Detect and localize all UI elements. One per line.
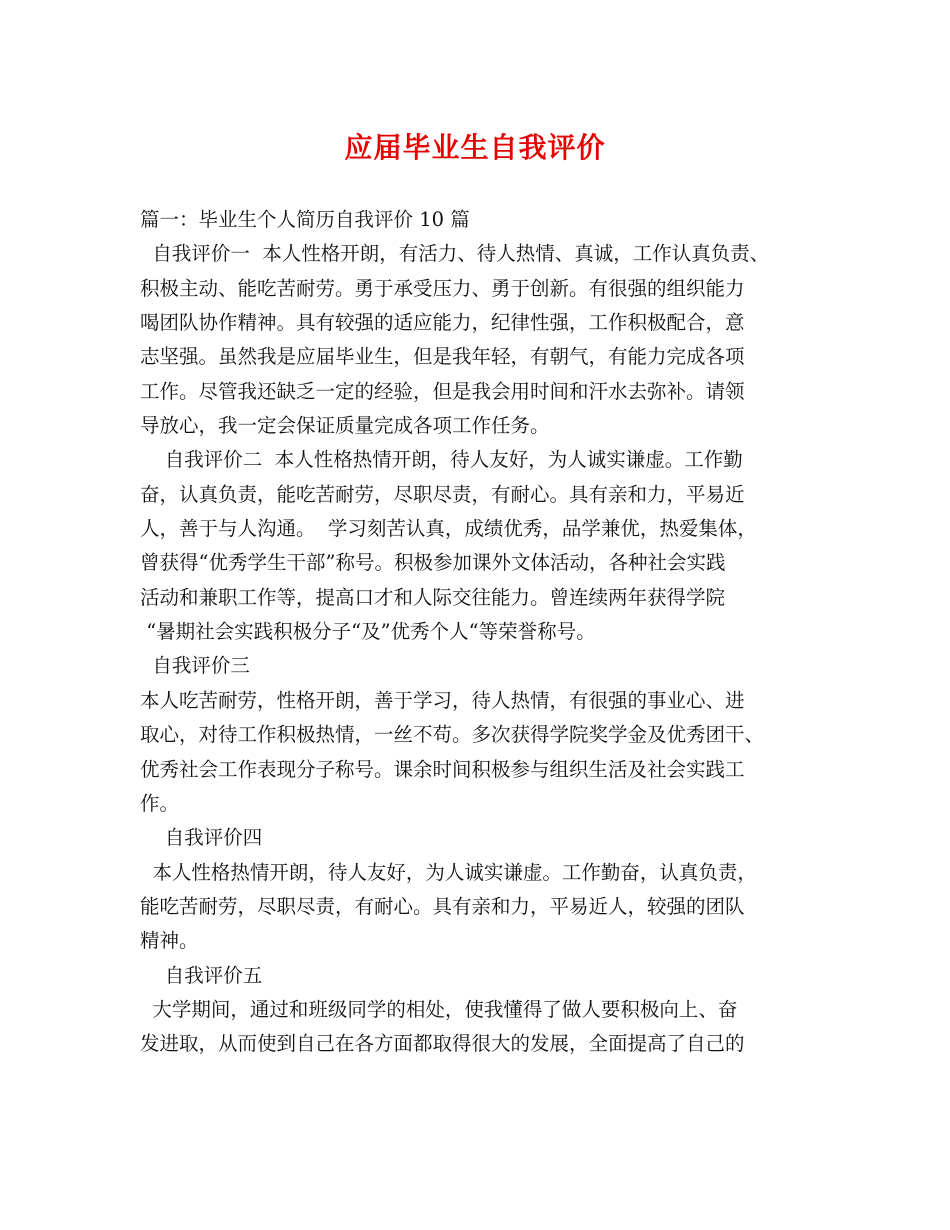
section-heading: 自我评价四 [140,826,263,850]
paragraph-line: 精神。 [140,929,199,953]
paragraph-line: 曾获得“优秀学生干部”称号。积极参加课外文体活动，各种社会实践 [140,551,726,575]
paragraph-line: 本人吃苦耐劳，性格开朗，善于学习，待人热情，有很强的事业心、进 [140,688,745,712]
paragraph-line: 发进取，从而使到自己在各方面都取得很大的发展，全面提高了自己的 [140,1032,745,1056]
paragraph-line: 活动和兼职工作等，提高口才和人际交往能力。曾连续两年获得学院 [140,585,726,609]
paragraph-line: 喝团队协作精神。具有较强的适应能力，纪律性强，工作积极配合，意 [140,311,745,335]
section-heading: 自我评价五 [140,963,263,987]
paragraph-line: 导放心，我一定会保证质量完成各项工作任务。 [140,414,550,438]
document-title: 应届毕业生自我评价 [344,131,606,164]
document-body [140,203,830,1062]
paragraph-line: 大学期间，通过和班级同学的相处，使我懂得了做人要积极向上、奋 [140,997,738,1021]
paragraph-line: 自我评价一 本人性格开朗，有活力、待人热情、真诚，工作认真负责、 [140,242,770,266]
paragraph-line: 作。 [140,791,180,815]
paragraph-line: 志坚强。虽然我是应届毕业生，但是我年轻，有朝气，有能力完成各项 [140,345,745,369]
paragraph-line: 工作。尽管我还缺乏一定的经验，但是我会用时间和汗水去弥补。请领 [140,379,745,403]
paragraph-line: 积极主动、能吃苦耐劳。勇于承受压力、勇于创新。有很强的组织能力 [140,276,745,300]
heading-part-one: 篇一：毕业生个人简历自我评价 10 篇 [140,208,470,231]
paragraph-line: 能吃苦耐劳，尽职尽责，有耐心。具有亲和力，平易近人，较强的团队 [140,894,745,918]
paragraph-line: “暑期社会实践积极分子“及”优秀个人“等荣誉称号。 [140,620,596,644]
section-heading: 自我评价三 [140,654,250,678]
paragraph-line: 人，善于与人沟通。 学习刻苦认真，成绩优秀，品学兼优，热爱集体， [140,517,757,541]
paragraph-line: 取心，对待工作积极热情，一丝不苟。多次获得学院奖学金及优秀团干、 [140,723,765,747]
paragraph-line: 优秀社会工作表现分子称号。课余时间积极参与组织生活及社会实践工 [140,757,745,781]
paragraph-line: 奋，认真负责，能吃苦耐劳，尽职尽责，有耐心。具有亲和力，平易近 [140,482,745,506]
paragraph-line: 本人性格热情开朗，待人友好，为人诚实谦虚。工作勤奋，认真负责， [140,860,757,884]
paragraph-line: 自我评价二 本人性格热情开朗，待人友好，为人诚实谦虚。工作勤 [140,448,743,472]
